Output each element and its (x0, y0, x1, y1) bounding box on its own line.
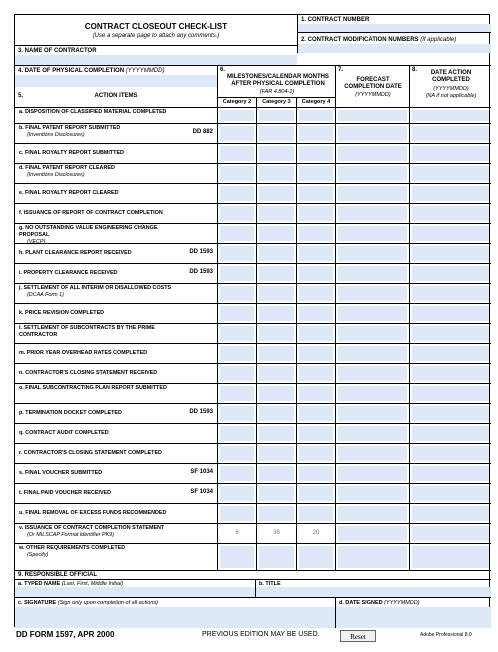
milestone-input[interactable] (220, 246, 254, 261)
date-completed-input[interactable] (412, 226, 489, 241)
date-signed-input[interactable] (336, 607, 491, 628)
forecast-date-input[interactable] (338, 126, 407, 141)
forecast-date-input[interactable] (338, 406, 407, 421)
action-item-label (19, 370, 189, 377)
action-item-label (19, 125, 189, 139)
date-completed-input[interactable] (412, 326, 489, 341)
action-item-text: c. FINAL ROYALTY REPORT SUBMITTED (19, 150, 124, 156)
date-action-fmt: (YYYYMMDD) (433, 86, 469, 92)
forecast-fmt: (YYYYMMDD) (355, 92, 391, 98)
action-item-label (19, 450, 189, 457)
signature-label (18, 600, 158, 606)
date-signed-label (339, 600, 420, 606)
forecast-date-input[interactable] (338, 110, 407, 121)
milestone-input[interactable] (220, 406, 254, 421)
form-reference: DD 882 (192, 129, 213, 135)
milestone-input[interactable] (259, 286, 294, 301)
milestone-input[interactable] (299, 246, 333, 261)
field-5 (15, 87, 217, 107)
milestone-input[interactable] (220, 446, 254, 461)
milestone-input[interactable] (220, 186, 254, 201)
milestone-input[interactable] (220, 166, 254, 181)
action-item-label (19, 270, 189, 277)
action-item-label (19, 150, 189, 157)
mod-numbers-label (301, 37, 456, 43)
milestone-input[interactable] (259, 546, 294, 568)
milestone-input[interactable] (220, 546, 254, 568)
milestone-input[interactable] (299, 326, 333, 341)
field-8 (409, 65, 491, 107)
milestone-input[interactable] (299, 226, 333, 241)
date-completed-input[interactable] (412, 306, 489, 321)
milestone-input[interactable] (220, 386, 254, 401)
title-input[interactable] (256, 587, 491, 597)
milestone-input[interactable] (220, 366, 254, 381)
form-reference: DD 1593 (189, 249, 213, 255)
action-item-label (19, 210, 189, 217)
physical-completion-input[interactable] (15, 75, 217, 87)
action-item-text: h. PLANT CLEARANCE REPORT RECEIVED (19, 250, 132, 256)
typed-name-text: a. TYPED NAME (18, 581, 61, 587)
signature-input[interactable] (15, 607, 335, 628)
action-item-text: f. ISSUANCE OF REPORT OF CONTRACT COMPLETION (19, 210, 163, 216)
previous-edition-note: PREVIOUS EDITION MAY BE USED. (202, 631, 320, 638)
milestone-input[interactable] (220, 306, 254, 321)
milestone-input[interactable] (259, 486, 294, 501)
responsible-official-label: 9. RESPONSIBLE OFFICIAL (18, 572, 98, 578)
milestone-input[interactable] (299, 466, 333, 481)
forecast-date-input[interactable] (338, 166, 407, 181)
contractor-name-label: 3. NAME OF CONTRACTOR (18, 48, 97, 54)
category-2-header: Category 2 (217, 97, 256, 107)
milestone-input[interactable] (299, 386, 333, 401)
forecast-date-input[interactable] (338, 386, 407, 401)
action-item-text: s. FINAL VOUCHER SUBMITTED (19, 470, 103, 476)
form-reference: SF 1034 (190, 489, 213, 495)
action-item-text: g. NO OUTSTANDING VALUE ENGINEERING CHANGE PROPOSAL (19, 225, 158, 238)
title-label: b. TITLE (259, 581, 281, 587)
date-completed-input[interactable] (412, 346, 489, 361)
physical-completion-fmt: (YYYYMMDD) (125, 68, 165, 74)
date-completed-input[interactable] (412, 110, 489, 121)
milestone-input[interactable] (259, 326, 294, 341)
mod-numbers-text: 2. CONTRACT MODIFICATION NUMBERS (301, 37, 419, 43)
milestones-title: MILESTONES/CALENDAR MONTHS AFTER PHYSICAL COMPLETION (227, 74, 329, 87)
forecast-date-input[interactable] (338, 186, 407, 201)
typed-name-note: (Last, First, Middle Initial) (61, 581, 124, 587)
milestone-months-value[interactable]: 36 (259, 526, 294, 541)
form-reference: SF 1034 (190, 469, 213, 475)
milestone-input[interactable] (299, 446, 333, 461)
action-item-label (19, 165, 189, 179)
action-item-text: l. SETTLEMENT OF SUBCONTRACTS BY THE PRIME CONTRACTOR (19, 325, 155, 338)
milestone-input[interactable] (220, 126, 254, 141)
date-completed-input[interactable] (412, 266, 489, 281)
milestone-input[interactable] (259, 426, 294, 441)
action-item-label (19, 350, 189, 357)
reset-button[interactable]: Reset (340, 630, 376, 642)
action-item-text: i. PROPERTY CLEARANCE RECEIVED (19, 270, 118, 276)
forecast-date-input[interactable] (338, 346, 407, 361)
milestone-input[interactable] (299, 486, 333, 501)
milestone-input[interactable] (259, 226, 294, 241)
milestones-ref: (FAR 4.804-1) (259, 89, 295, 95)
forecast-date-input[interactable] (338, 266, 407, 281)
action-item-label (19, 470, 189, 477)
milestones-num: 6. (220, 67, 226, 73)
milestone-input[interactable] (299, 366, 333, 381)
field-7 (335, 65, 409, 107)
milestone-input[interactable] (220, 206, 254, 221)
action-item-text: u. FINAL REMOVAL OF EXCESS FUNDS RECOMMENDED (19, 510, 167, 516)
forecast-date-input[interactable] (338, 206, 407, 221)
milestone-input[interactable] (220, 146, 254, 161)
milestone-input[interactable] (220, 286, 254, 301)
milestone-input[interactable] (299, 306, 333, 321)
date-completed-input[interactable] (412, 426, 489, 441)
milestone-input[interactable] (220, 426, 254, 441)
action-item-label (19, 410, 189, 417)
action-item-text: a. DISPOSITION OF CLASSIFIED MATERIAL COMPLETED (19, 109, 167, 115)
milestone-input[interactable] (299, 546, 333, 568)
signature-text: c. SIGNATURE (18, 600, 57, 606)
action-item-text: k. PRICE REVISION COMPLETED (19, 310, 105, 316)
form-reference: DD 1593 (189, 409, 213, 415)
adobe-note: Adobe Professional 8.0 (420, 632, 472, 638)
date-completed-input[interactable] (412, 186, 489, 201)
forecast-date-input[interactable] (338, 486, 407, 501)
forecast-date-input[interactable] (338, 366, 407, 381)
date-completed-input[interactable] (412, 486, 489, 501)
milestone-input[interactable] (299, 426, 333, 441)
contractor-name-input[interactable] (15, 55, 297, 65)
milestone-input[interactable] (259, 266, 294, 281)
milestone-input[interactable] (220, 110, 254, 121)
milestone-input[interactable] (220, 466, 254, 481)
forecast-date-input[interactable] (338, 426, 407, 441)
forecast-date-input[interactable] (338, 446, 407, 461)
milestone-input[interactable] (220, 266, 254, 281)
date-completed-input[interactable] (412, 446, 489, 461)
date-completed-input[interactable] (412, 206, 489, 221)
date-signed-fmt: (YYYYMMDD) (384, 600, 420, 606)
action-item-text: e. FINAL ROYALTY REPORT CLEARED (19, 190, 119, 196)
forecast-date-input[interactable] (338, 506, 407, 521)
milestone-months-value[interactable]: 6 (220, 526, 254, 541)
milestone-input[interactable] (299, 346, 333, 361)
milestone-input[interactable] (259, 166, 294, 181)
mod-numbers-input[interactable] (298, 44, 491, 53)
milestone-input[interactable] (299, 206, 333, 221)
date-completed-input[interactable] (412, 406, 489, 421)
milestone-input[interactable] (220, 326, 254, 341)
action-item-note: (Specify) (27, 552, 49, 558)
milestone-input[interactable] (299, 406, 333, 421)
milestone-input[interactable] (299, 126, 333, 141)
milestone-input[interactable] (259, 466, 294, 481)
date-signed-text: d. DATE SIGNED (339, 600, 383, 606)
date-completed-input[interactable] (412, 526, 489, 541)
action-item-text: v. ISSUANCE OF CONTRACT COMPLETION STATEMENT (19, 525, 165, 531)
milestone-input[interactable] (259, 206, 294, 221)
forecast-date-input[interactable] (338, 146, 407, 161)
action-item-text: p. TERMINATION DOCKET COMPLETED (19, 410, 122, 416)
forecast-date-input[interactable] (338, 466, 407, 481)
forecast-date-input[interactable] (338, 286, 407, 301)
physical-completion-label (18, 68, 164, 74)
action-item-label (19, 430, 189, 437)
forecast-title: FORECAST COMPLETION DATE (344, 77, 402, 90)
date-action-num: 8. (412, 67, 418, 73)
date-completed-input[interactable] (412, 506, 489, 521)
action-item-text: b. FINAL PATENT REPORT SUBMITTED (19, 125, 121, 131)
milestone-months-value[interactable]: 20 (299, 526, 333, 541)
milestone-input[interactable] (259, 506, 294, 521)
action-item-label (19, 490, 189, 497)
milestone-input[interactable] (259, 246, 294, 261)
action-item-text: r. CONTRACTOR'S CLOSING STATEMENT COMPLETED (19, 450, 162, 456)
date-action-na: (NA if not applicable) (425, 93, 477, 99)
forecast-num: 7. (338, 67, 344, 73)
contract-number-input[interactable] (298, 24, 491, 32)
date-completed-input[interactable] (412, 366, 489, 381)
action-item-text: d. FINAL PATENT REPORT CLEARED (19, 165, 115, 171)
forecast-date-input[interactable] (338, 526, 407, 541)
milestone-input[interactable] (299, 110, 333, 121)
milestone-input[interactable] (259, 146, 294, 161)
milestone-input[interactable] (259, 186, 294, 201)
action-item-label (19, 385, 189, 392)
form-reference: DD 1593 (189, 269, 213, 275)
action-item-note: (DCAA Form 1) (27, 292, 64, 298)
forecast-date-input[interactable] (338, 306, 407, 321)
action-items-num: 5. (18, 93, 24, 99)
action-item-label (19, 325, 189, 339)
milestone-input[interactable] (220, 346, 254, 361)
category-3-header: Category 3 (256, 97, 296, 107)
milestone-input[interactable] (259, 366, 294, 381)
action-item-note: (Inventions Disclosures) (27, 132, 85, 138)
milestone-input[interactable] (220, 226, 254, 241)
action-item-note: (Inventions Disclosures) (27, 172, 85, 178)
milestone-input[interactable] (220, 486, 254, 501)
typed-name-input[interactable] (15, 587, 255, 597)
date-completed-input[interactable] (412, 286, 489, 301)
action-item-note: (VECP) (27, 239, 46, 245)
action-item-text: n. CONTRACTOR'S CLOSING STATEMENT RECEIVED (19, 370, 158, 376)
milestone-input[interactable] (299, 146, 333, 161)
forecast-date-input[interactable] (338, 546, 407, 568)
forecast-date-input[interactable] (338, 326, 407, 341)
milestone-input[interactable] (299, 506, 333, 521)
action-item-text: m. PRIOR YEAR OVERHEAD RATES COMPLETED (19, 350, 147, 356)
action-item-label (19, 250, 189, 257)
forecast-date-input[interactable] (338, 226, 407, 241)
action-item-text: q. CONTRACT AUDIT COMPLETED (19, 430, 109, 436)
date-completed-input[interactable] (412, 386, 489, 401)
action-item-label (19, 285, 189, 299)
action-item-text: o. FINAL SUBCONTRACTING PLAN REPORT SUBMITTED (19, 385, 167, 391)
milestone-input[interactable] (220, 506, 254, 521)
action-item-text: t. FINAL PAID VOUCHER RECEIVED (19, 490, 112, 496)
action-item-note: (Or MILSCAP Format Identifier PK9) (27, 532, 114, 538)
action-items-label: ACTION ITEMS (94, 93, 138, 99)
action-item-label (19, 310, 189, 317)
milestone-input[interactable] (259, 126, 294, 141)
form-id: DD FORM 1597, APR 2000 (16, 630, 115, 639)
milestone-input[interactable] (259, 110, 294, 121)
date-completed-input[interactable] (412, 146, 489, 161)
date-completed-input[interactable] (412, 466, 489, 481)
physical-completion-text: 4. DATE OF PHYSICAL COMPLETION (18, 68, 125, 74)
contract-number-label: 1. CONTRACT NUMBER (301, 17, 370, 23)
action-item-label (19, 510, 189, 517)
action-item-label (19, 525, 189, 539)
forecast-date-input[interactable] (338, 246, 407, 261)
date-completed-input[interactable] (412, 546, 489, 568)
mod-numbers-note: (If applicable) (420, 37, 457, 43)
date-completed-input[interactable] (412, 166, 489, 181)
form-subtitle: (Use a separate page to attach any comments.) (92, 33, 220, 39)
action-item-text: w. OTHER REQUIREMENTS COMPLETED (19, 545, 126, 551)
action-item-label (19, 109, 189, 116)
form-title: CONTRACT CLOSEOUT CHECK-LIST (84, 22, 228, 31)
milestone-input[interactable] (299, 286, 333, 301)
milestone-input[interactable] (259, 386, 294, 401)
title-block (15, 15, 297, 45)
signature-note: (Sign only upon completion of all actions) (57, 600, 158, 606)
milestone-input[interactable] (299, 266, 333, 281)
milestone-input[interactable] (299, 166, 333, 181)
milestone-input[interactable] (259, 346, 294, 361)
action-item-text: j. SETTLEMENT OF ALL INTERIM OR DISALLOWED COSTS (19, 285, 172, 291)
date-completed-input[interactable] (412, 126, 489, 141)
closeout-form (14, 14, 490, 627)
milestone-input[interactable] (299, 186, 333, 201)
milestone-input[interactable] (259, 446, 294, 461)
milestone-input[interactable] (259, 306, 294, 321)
action-item-label (19, 190, 189, 197)
milestone-input[interactable] (259, 406, 294, 421)
category-4-header: Category 4 (296, 97, 335, 107)
action-item-label (19, 545, 189, 559)
date-action-title: DATE ACTION COMPLETED (430, 70, 472, 83)
date-completed-input[interactable] (412, 246, 489, 261)
